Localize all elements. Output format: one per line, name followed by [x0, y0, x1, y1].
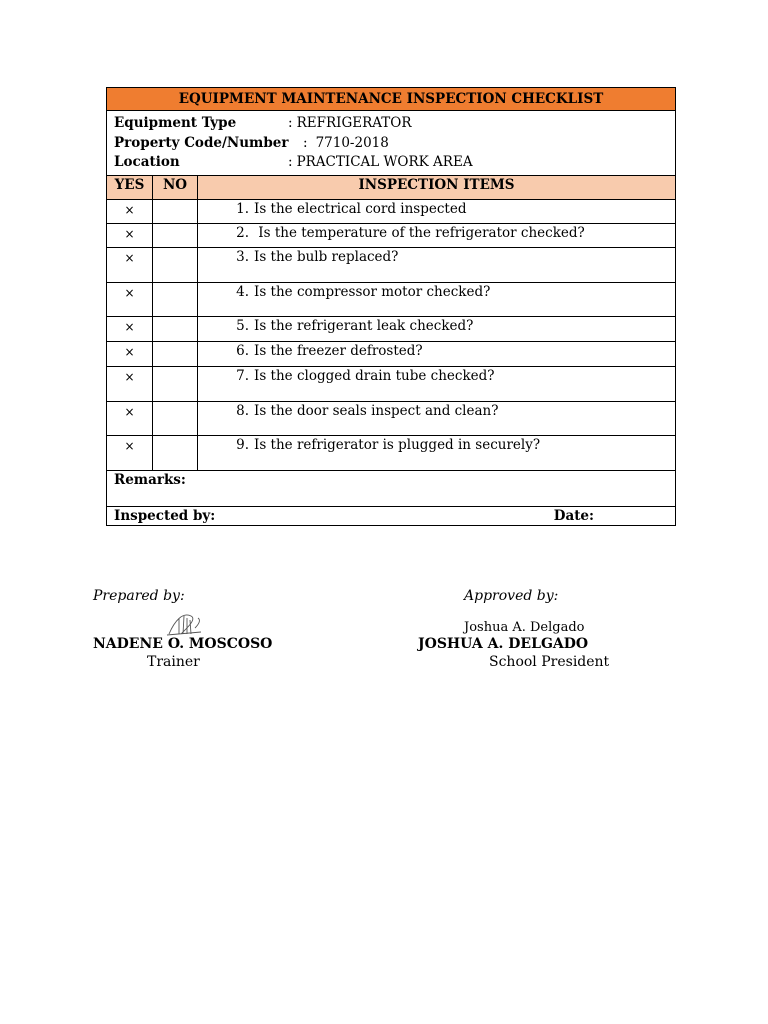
prepared-by-label: Prepared by: [93, 588, 185, 604]
item-number: 6. [236, 342, 249, 359]
no-checkbox-cell[interactable] [153, 199, 198, 223]
approved-signature: Joshua A. Delgado [464, 620, 585, 635]
equipment-info [107, 111, 676, 176]
separator: : [288, 115, 293, 131]
no-checkbox-cell[interactable] [153, 223, 198, 247]
approved-by-label: Approved by: [464, 588, 559, 604]
location-value: PRACTICAL WORK AREA [296, 154, 473, 170]
yes-checkbox-cell[interactable]: × [107, 316, 153, 341]
item-number: 5. [236, 317, 249, 334]
inspection-item [198, 401, 676, 435]
separator: : [303, 134, 308, 151]
no-checkbox-cell[interactable] [153, 247, 198, 282]
item-number: 8. [236, 402, 249, 419]
item-text: Is the refrigerant leak checked? [254, 317, 474, 334]
prepared-role: Trainer [147, 654, 200, 670]
no-checkbox-cell[interactable] [153, 366, 198, 401]
item-text: Is the compressor motor checked? [254, 283, 491, 300]
checklist-title: EQUIPMENT MAINTENANCE INSPECTION CHECKLIST [107, 88, 676, 111]
yes-checkbox-cell[interactable]: × [107, 341, 153, 366]
approved-name: JOSHUA A. DELGADO [418, 636, 589, 652]
approved-role: School President [489, 654, 610, 670]
table-row [107, 435, 676, 470]
inspection-item [198, 199, 676, 223]
inspected-by-label: Inspected by: [114, 507, 216, 524]
item-number: 2. [236, 224, 249, 241]
yes-checkbox-cell[interactable]: × [107, 282, 153, 316]
item-number: 3. [236, 248, 249, 265]
column-header-row [107, 175, 676, 199]
table-row [107, 316, 676, 341]
table-row [107, 199, 676, 223]
col-no-header: NO [153, 175, 198, 199]
equipment-type-value: REFRIGERATOR [296, 115, 412, 131]
inspection-items [107, 199, 676, 470]
item-text: Is the door seals inspect and clean? [254, 402, 499, 419]
property-code-label: Property Code/Number [114, 134, 289, 151]
table-row [107, 282, 676, 316]
item-text: Is the electrical cord inspected [254, 200, 467, 217]
inspection-item [198, 247, 676, 282]
no-checkbox-cell[interactable] [153, 435, 198, 470]
table-row [107, 366, 676, 401]
item-number: 7. [236, 367, 249, 384]
inspection-item [198, 341, 676, 366]
item-text: Is the clogged drain tube checked? [254, 367, 495, 384]
table-row [107, 247, 676, 282]
inspection-item [198, 223, 676, 247]
signature-scribble [165, 608, 205, 638]
equipment-type-label: Equipment Type [114, 115, 237, 131]
no-checkbox-cell[interactable] [153, 316, 198, 341]
item-text: Is the bulb replaced? [254, 248, 399, 265]
prepared-name: NADENE O. MOSCOSO [93, 636, 273, 652]
table-row [107, 401, 676, 435]
inspection-item [198, 435, 676, 470]
no-checkbox-cell[interactable] [153, 282, 198, 316]
table-row [107, 341, 676, 366]
equipment-type-row [114, 114, 668, 134]
col-items-header: INSPECTION ITEMS [198, 175, 676, 199]
remarks-cell[interactable] [107, 470, 676, 506]
location-row [114, 153, 668, 173]
item-text: Is the freezer defrosted? [254, 342, 423, 359]
date-label: Date: [553, 507, 594, 524]
yes-checkbox-cell[interactable]: × [107, 366, 153, 401]
property-code-row [114, 134, 668, 154]
inspection-item [198, 316, 676, 341]
table-row [107, 223, 676, 247]
checklist-table [106, 87, 676, 526]
col-yes-header: YES [107, 175, 153, 199]
item-number: 4. [236, 283, 249, 300]
yes-checkbox-cell[interactable]: × [107, 401, 153, 435]
inspection-item [198, 282, 676, 316]
inspection-checklist [106, 87, 675, 526]
item-text: Is the refrigerator is plugged in securely? [254, 436, 541, 453]
yes-checkbox-cell[interactable]: × [107, 223, 153, 247]
yes-checkbox-cell[interactable]: × [107, 199, 153, 223]
property-code-value: 7710-2018 [315, 134, 389, 151]
item-text: Is the temperature of the refrigerator checked? [254, 224, 585, 241]
no-checkbox-cell[interactable] [153, 401, 198, 435]
no-checkbox-cell[interactable] [153, 341, 198, 366]
inspected-by-cell [107, 506, 676, 525]
item-number: 9. [236, 436, 249, 453]
yes-checkbox-cell[interactable]: × [107, 435, 153, 470]
item-number: 1. [236, 200, 249, 217]
separator: : [288, 154, 293, 170]
remarks-label: Remarks: [114, 471, 186, 488]
location-label: Location [114, 154, 180, 170]
inspection-item [198, 366, 676, 401]
yes-checkbox-cell[interactable]: × [107, 247, 153, 282]
